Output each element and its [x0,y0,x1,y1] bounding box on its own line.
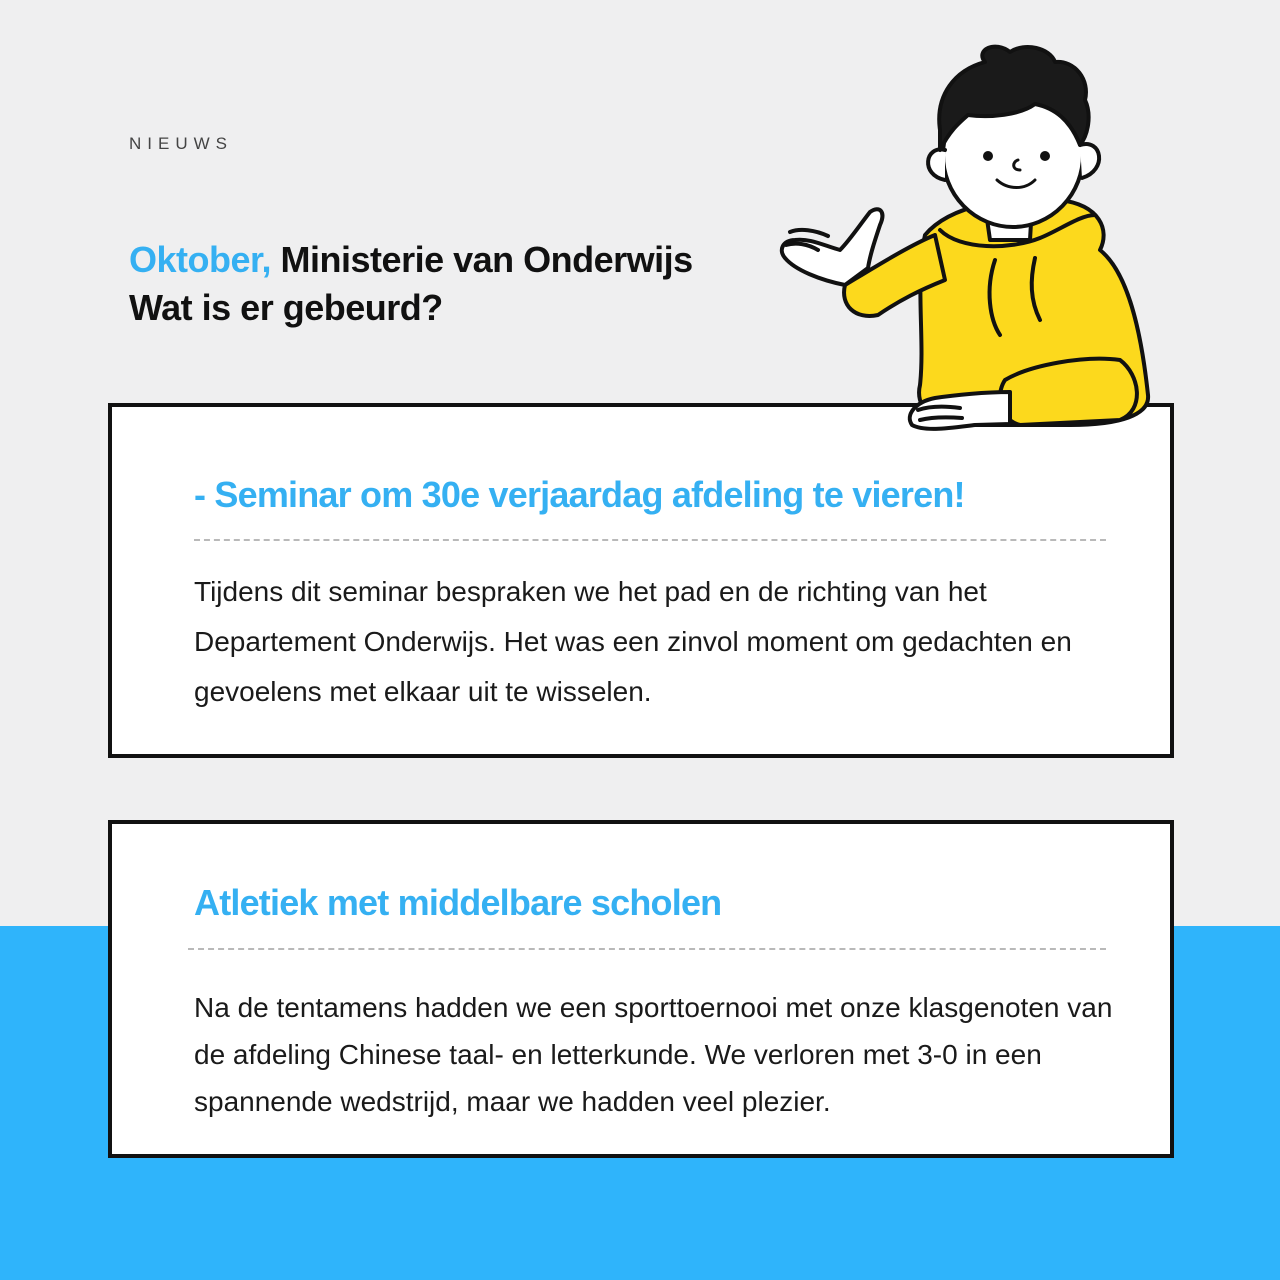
news-card-title: Atletiek met middelbare scholen [194,882,722,923]
dashed-divider [194,539,1106,541]
mascot-illustration [770,40,1190,440]
section-kicker: NIEUWS [129,134,233,153]
headline-rest: Ministerie van Onderwijs [271,239,693,280]
headline-accent: Oktober, [129,239,272,280]
news-card-body: Tijdens dit seminar bespraken we het pad en de richting van het Departement Onderwijs. Het was een zinvol moment om gedachten en gevoelens met elkaar uit te wisselen. [194,576,1072,707]
page-headline [129,236,693,332]
news-card-body: Na de tentamens hadden we een sporttoernooi met onze klasgenoten van de afdeling Chinese taal- en letterkunde. We verloren met 3-0 in een spannende wedstrijd, maar we hadden veel plezier. [194,992,1113,1117]
news-card-seminar [108,403,1174,758]
dashed-divider [188,948,1106,950]
news-card-athletics [108,820,1174,1158]
news-card-title: - Seminar om 30e verjaardag afdeling te vieren! [194,474,965,515]
headline-line-2: Wat is er gebeurd? [129,287,443,328]
headline-line-1 [129,236,693,284]
